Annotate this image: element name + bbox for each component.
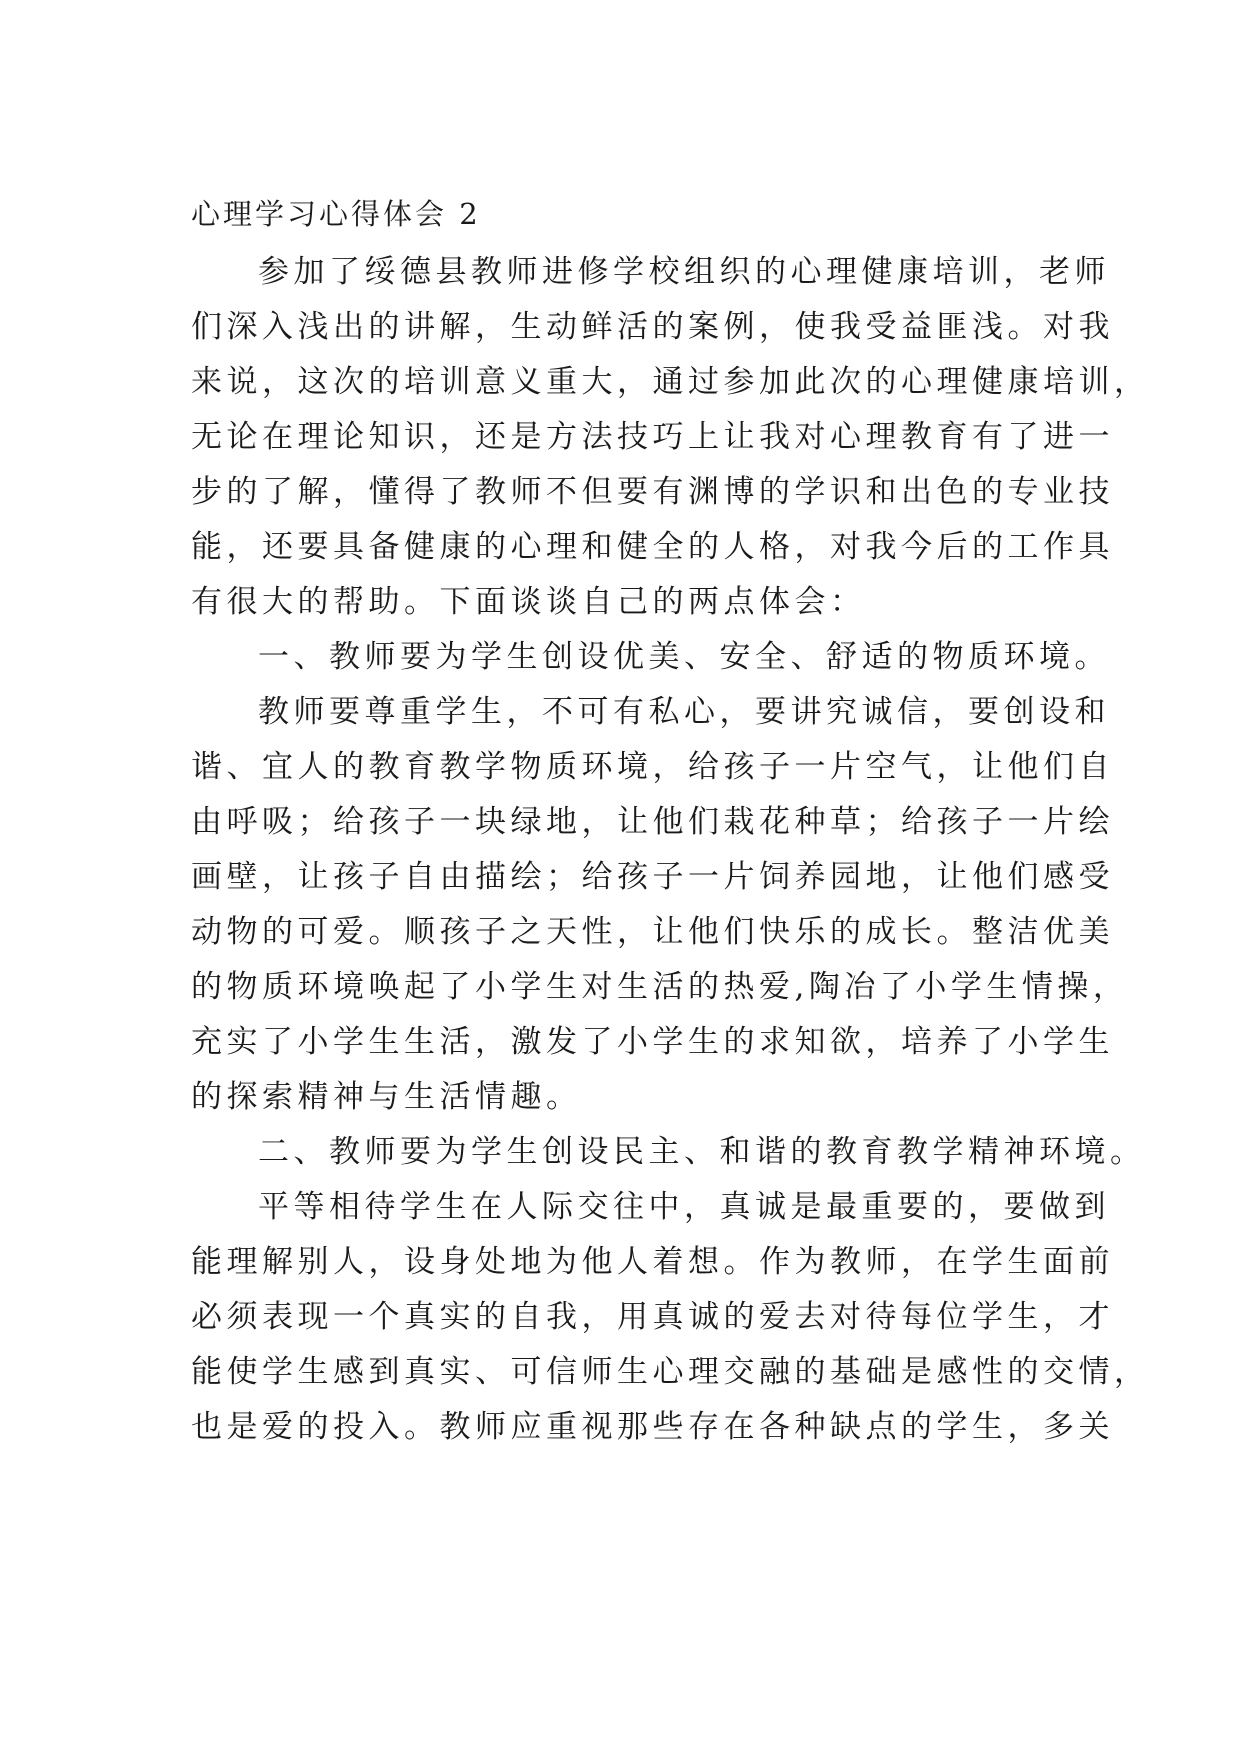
text-line: 谐、宜人的教育教学物质环境，给孩子一片空气，让他们自 [191,749,1114,785]
text-line: 能理解别人，设身处地为他人着想。作为教师，在学生面前 [191,1244,1114,1280]
text-line: 来说，这次的培训意义重大，通过参加此次的心理健康培训， [191,364,1150,400]
text-line: 充实了小学生生活，激发了小学生的求知欲，培养了小学生 [191,1024,1114,1060]
text-line: 们深入浅出的讲解，生动鲜活的案例，使我受益匪浅。对我 [191,309,1114,345]
text-line: 的探索精神与生活情趣。 [191,1079,582,1115]
text-line: 的物质环境唤起了小学生对生活的热爱,陶冶了小学生情操， [191,969,1129,1005]
text-line: 能，还要具备健康的心理和健全的人格，对我今后的工作具 [191,529,1114,565]
text-line: 参加了绥德县教师进修学校组织的心理健康培训，老师 [258,254,1110,290]
text-line: 平等相待学生在人际交往中，真诚是最重要的，要做到 [258,1189,1110,1225]
section-heading: 二、教师要为学生创设民主、和谐的教育教学精神环境。 [258,1134,1146,1170]
text-line: 必须表现一个真实的自我，用真诚的爱去对待每位学生，才 [191,1299,1114,1335]
text-line: 无论在理论知识，还是方法技巧上让我对心理教育有了进一 [191,419,1114,455]
text-line: 动物的可爱。顺孩子之天性，让他们快乐的成长。整洁优美 [191,914,1114,950]
document-title: 心理学习心得体会 2 [191,197,481,231]
text-line: 教师要尊重学生，不可有私心，要讲究诚信，要创设和 [258,694,1110,730]
text-line: 画壁，让孩子自由描绘；给孩子一片饲养园地，让他们感受 [191,859,1114,895]
text-line: 能使学生感到真实、可信师生心理交融的基础是感性的交情， [191,1354,1150,1390]
section-heading: 一、教师要为学生创设优美、安全、舒适的物质环境。 [258,639,1110,675]
text-line: 也是爱的投入。教师应重视那些存在各种缺点的学生，多关 [191,1409,1114,1445]
text-line: 步的了解，懂得了教师不但要有渊博的学识和出色的专业技 [191,474,1114,510]
text-line: 由呼吸；给孩子一块绿地，让他们栽花种草；给孩子一片绘 [191,804,1114,840]
text-line: 有很大的帮助。下面谈谈自己的两点体会： [191,584,866,620]
